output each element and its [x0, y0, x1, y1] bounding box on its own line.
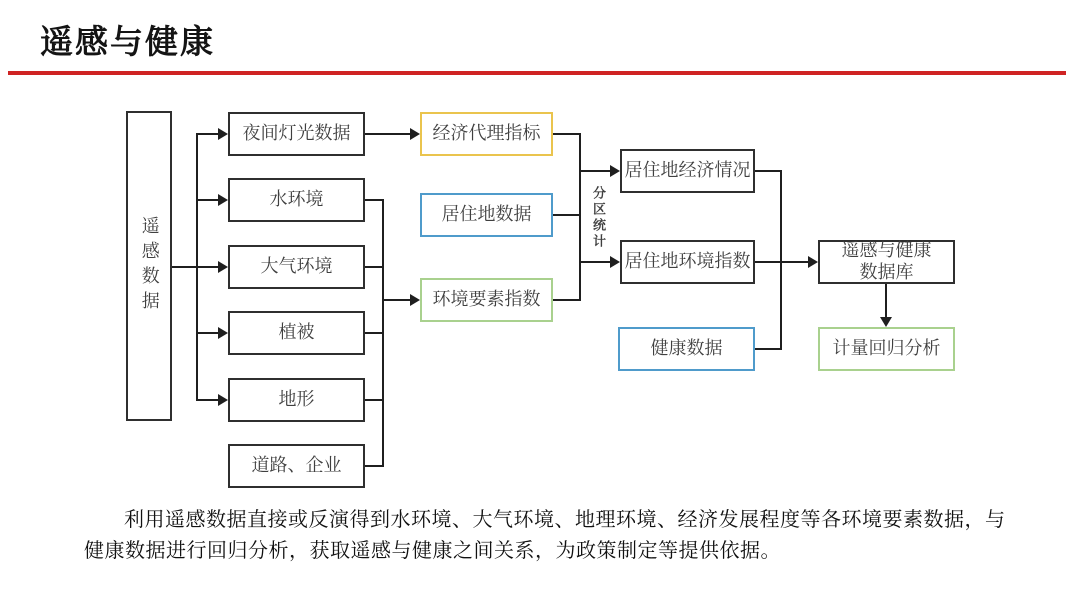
arrowhead-water-icon — [218, 194, 228, 206]
connector-to-residence-economy — [579, 170, 610, 172]
connector-nightlight-economic — [365, 133, 410, 135]
connector-branch-nightlight — [196, 133, 218, 135]
arrowhead-economic-icon — [410, 128, 420, 140]
node-rs-health-database — [818, 240, 955, 284]
db-label-line2: 数据库 — [859, 262, 914, 282]
node-roads-enterprises: 道路、企业 — [228, 444, 365, 488]
arrowhead-atmos-icon — [218, 261, 228, 273]
connector-zonal-vertical — [579, 133, 581, 301]
page-title: 遥感与健康 — [40, 23, 215, 60]
connector-health-data-stub — [755, 348, 782, 350]
connector-db-regression — [885, 284, 887, 317]
connector-branch-vegetation — [196, 332, 218, 334]
arrowhead-residence-env-icon — [610, 256, 620, 268]
node-night-light-data: 夜间灯光数据 — [228, 112, 365, 156]
connector-branch-water — [196, 199, 218, 201]
node-residence-env-index: 居住地环境指数 — [620, 240, 755, 284]
caption-text: 利用遥感数据直接或反演得到水环境、大气环境、地理环境、经济发展程度等各环境要素数据，与健康数据进行回归分析，获取遥感与健康之间关系，为政策制定等提供依据。 — [84, 509, 1006, 562]
connector-source-feed — [172, 266, 218, 268]
connector-residence-economy-stub — [755, 170, 782, 172]
connector-branch-terrain — [196, 399, 218, 401]
node-economic-proxy-index: 经济代理指标 — [420, 112, 553, 156]
connector-to-database — [755, 261, 808, 263]
node-atmospheric-environment: 大气环境 — [228, 245, 365, 289]
arrowhead-env-index-icon — [410, 294, 420, 306]
connector-env-index-stub — [553, 299, 581, 301]
connector-junction-vertical — [780, 170, 782, 350]
node-residence-data: 居住地数据 — [420, 193, 553, 237]
arrowhead-vegetation-icon — [218, 327, 228, 339]
node-health-data: 健康数据 — [618, 327, 755, 371]
node-env-factor-index: 环境要素指数 — [420, 278, 553, 322]
connector-env-index-feed — [382, 299, 410, 301]
connector-residence-data-stub — [553, 214, 581, 216]
connector-env-collector-vertical — [382, 199, 384, 467]
node-remote-sensing-data: 遥感数据 — [126, 111, 172, 421]
arrowhead-regression-icon — [880, 317, 892, 327]
node-water-environment: 水环境 — [228, 178, 365, 222]
arrowhead-database-icon — [808, 256, 818, 268]
node-terrain: 地形 — [228, 378, 365, 422]
node-residence-economy: 居住地经济情况 — [620, 149, 755, 193]
connector-to-residence-env — [579, 261, 610, 263]
title-underline — [8, 71, 1066, 75]
label-zonal-statistics: 分区统计 — [591, 186, 606, 250]
node-regression-analysis: 计量回归分析 — [818, 327, 955, 371]
connector-economic-stub — [553, 133, 581, 135]
arrowhead-nightlight-icon — [218, 128, 228, 140]
db-label-line1: 遥感与健康 — [841, 240, 932, 261]
arrowhead-terrain-icon — [218, 394, 228, 406]
node-vegetation: 植被 — [228, 311, 365, 355]
arrowhead-residence-economy-icon — [610, 165, 620, 177]
